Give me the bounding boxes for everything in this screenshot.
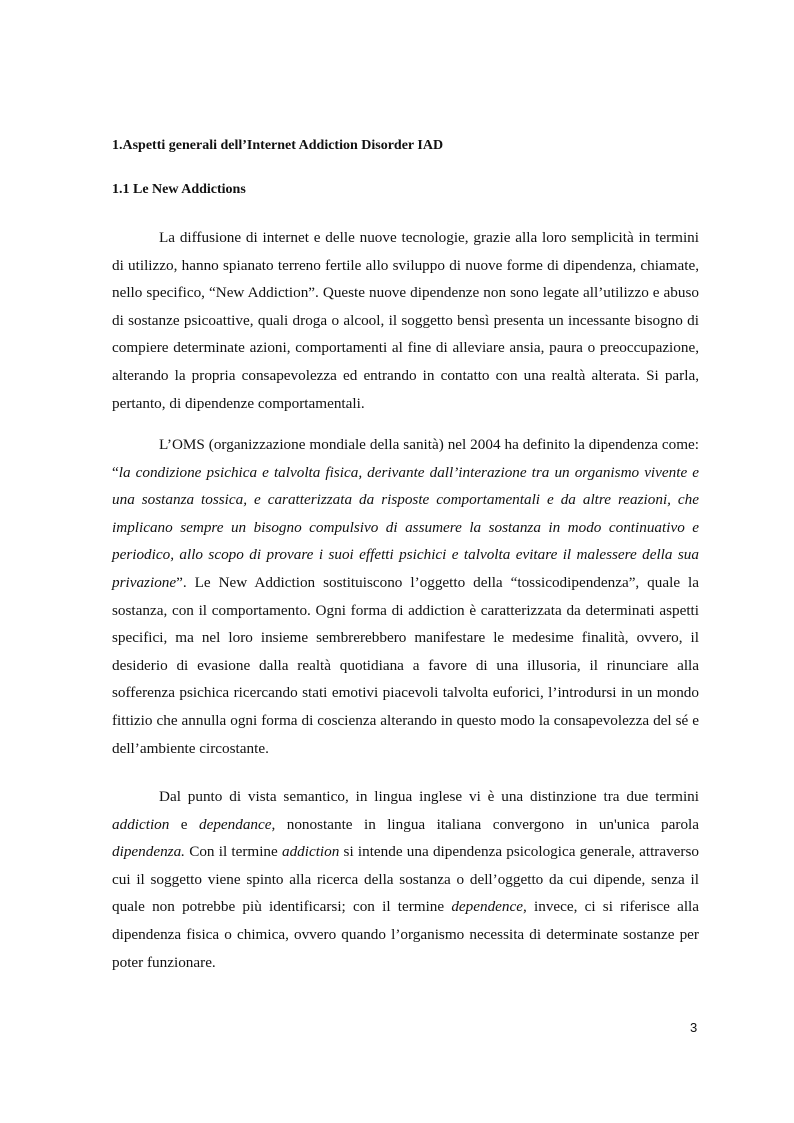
semantics-text-6: , invece, ci si riferisce alla dipendenza fisica o chimica, ovvero quando l’organismo necessita di determinate sostanze per poter funzionare. [112,898,699,971]
semantics-text-5: si intende una dipendenza psicologica generale, attraverso cui il soggetto viene spinto alla ricerca della sostanza o dell’oggetto da cui dipende, senza il quale non potrebbe più identificarsi; con il termine [112,843,699,916]
semantics-text-3: nonostante in lingua italiana convergono in un'unica parola [275,815,700,833]
page-number: 3 [690,1020,698,1035]
oms-intro-text: L’OMS (organizzazione mondiale della sanità) nel 2004 ha definito la dipendenza come: “ [112,436,699,481]
section-heading: 1.1 Le New Addictions [112,182,246,197]
term-dipendenza: dipendenza. [112,843,185,861]
term-dependence: dependence [451,898,524,916]
paragraph-oms-definition [112,431,699,762]
chapter-heading: 1.Aspetti generali dell’Internet Addiction Disorder IAD [112,138,444,153]
term-addiction: addiction [112,815,170,833]
oms-quote: la condizione psichica e talvolta fisica, derivante dall’interazione tra un organismo vivente e una sostanza tossica, e caratterizzata da risposte comportamentali e da altre reazioni, che implicano sempre un bisogno compulsivo di assumere la sostanza in modo continuativo e periodico, allo scopo di provare i suoi effetti psichici e talvolta evitare il malessere della sua privazione [112,463,699,591]
paragraph-new-addictions: La diffusione di internet e delle nuove tecnologie, grazie alla loro semplicità in termini di utilizzo, hanno spianato terreno fertile allo sviluppo di nuove forme di dipendenza, chiamate, nello specifico, “New Addiction”. Queste nuove dipendenze non sono legate all’utilizzo e abuso di sostanze psicoattive, quali droga o alcool, il soggetto bensì presenta un incessante bisogno di compiere determinate azioni, comportamenti al fine di alleviare ansia, paura o preoccupazione, alterando la propria consapevolezza ed entrando in contatto con una realtà alterata. Si parla, pertanto, di dipendenze comportamentali. [112,229,699,412]
term-dependance: dependance, [198,815,276,833]
paragraph-semantics [112,783,699,976]
semantics-text-4: Con il termine [184,843,282,861]
oms-rest-text: ”. Le New Addiction sostituiscono l’oggetto della “tossicodipendenza”, quale la sostanza, con il comportamento. Ogni forma di addiction è caratterizzata da determinati aspetti specifici, ma nel loro insieme sembrerebbero manifestare le medesime finalità, ovvero, il desiderio di evasione dalla realtà quotidiana a favore di una illusoria, il rinunciare alla sofferenza psichica ricercando stati emotivi piacevoli talvolta euforici, l’introdursi in un mondo fittizio che annulla ogni forma di coscienza alterando in questo modo la consapevolezza del sé e dell’ambiente circostante. [112,573,699,757]
term-addiction-2: addiction [281,843,340,861]
semantics-text-2: e [169,815,199,833]
semantics-text-1: Dal punto di vista semantico, in lingua inglese vi è una distinzione tra due termini [159,788,699,805]
